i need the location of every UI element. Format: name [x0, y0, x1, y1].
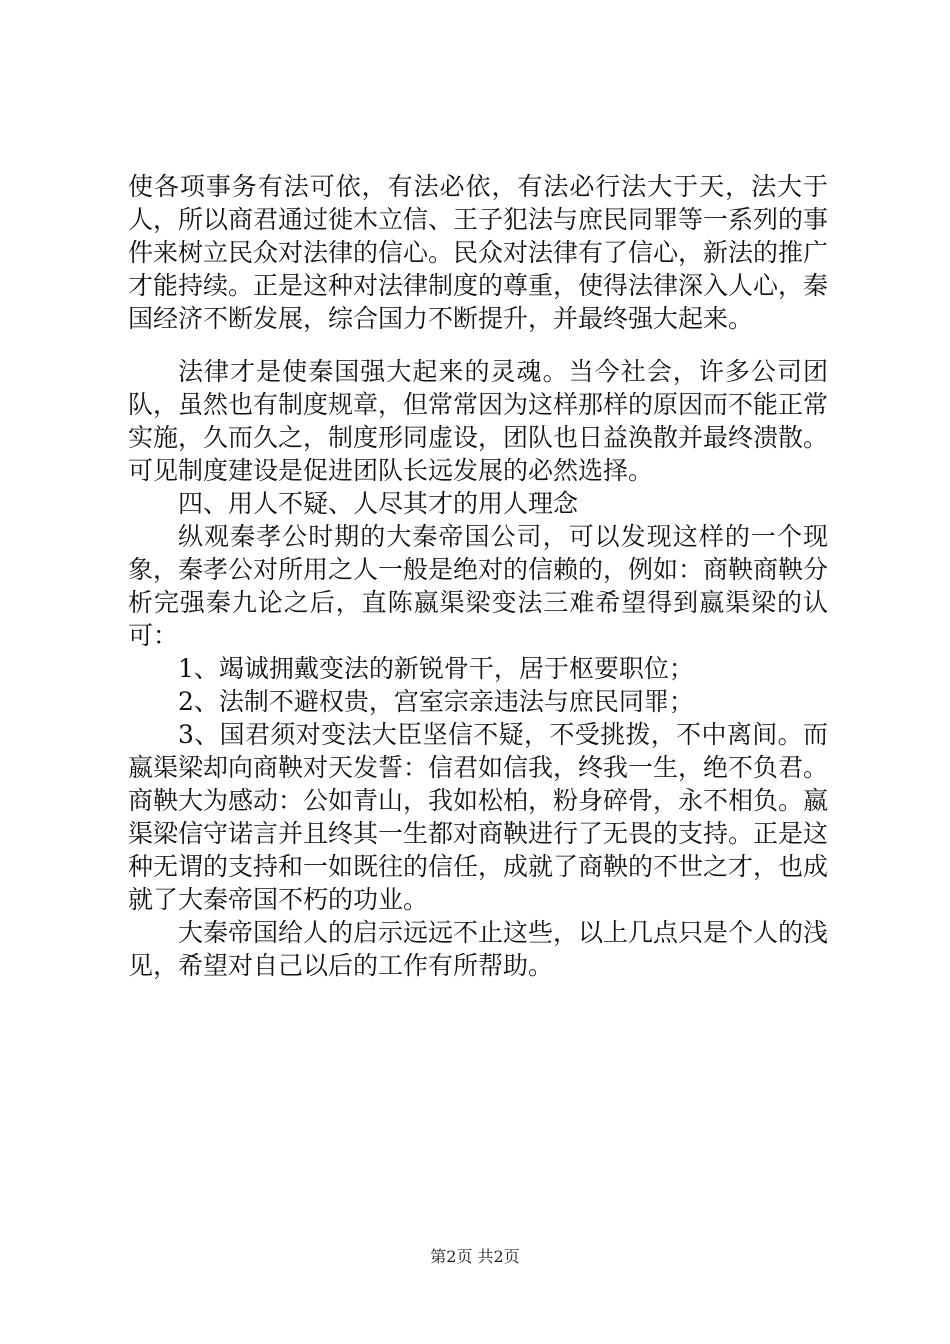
page-footer: 第2页 共2页	[430, 1247, 520, 1266]
paragraph-law-soul: 法律才是使秦国强大起来的灵魂。当今社会，许多公司团队，虽然也有制度规章，但常常因为这样那样的原因而不能正常实施，久而久之，制度形同虚设，团队也日益涣散并最终溃散。可见制度建设是促进团队长远发展的必然选择。	[128, 357, 829, 485]
paragraph-law-continuation: 使各项事务有法可依，有法必依，有法必行法大于天，法大于人，所以商君通过徙木立信、王子犯法与庶民同罪等一系列的事件来树立民众对法律的信心。民众对法律有了信心，新法的推广才能持续。正是这种对法律制度的尊重，使得法律深入人心，秦国经济不断发展，综合国力不断提升，并最终强大起来。	[128, 172, 829, 333]
list-item-three: 3、国君须对变法大臣坚信不疑，不受挑拨，不中离间。而嬴渠梁却向商鞅对天发誓：信君如信我，终我一生，绝不负君。商鞅大为感动：公如青山，我如松柏，粉身碎骨，永不相负。嬴渠梁信守诺言并且终其一生都对商鞅进行了无畏的支持。正是这种无谓的支持和一如既往的信任，成就了商鞅的不世之才，也成就了大秦帝国不朽的功业。	[128, 720, 829, 914]
list-item-two: 2、法制不避权贵，宫室宗亲违法与庶民同罪；	[178, 687, 694, 716]
paragraph-conclusion: 大秦帝国给人的启示远远不止这些，以上几点只是个人的浅见，希望对自己以后的工作有所帮助。	[128, 918, 829, 980]
list-item-one: 1、竭诚拥戴变法的新锐骨干，居于枢要职位；	[178, 654, 694, 683]
section-heading-four: 四、用人不疑、人尽其才的用人理念	[178, 489, 579, 518]
paragraph-trust-intro: 纵观秦孝公时期的大秦帝国公司，可以发现这样的一个现象，秦孝公对所用之人一般是绝对的信赖的，例如：商鞅商鞅分析完强秦九论之后，直陈嬴渠梁变法三难希望得到嬴渠梁的认可：	[128, 522, 829, 650]
document-body	[128, 170, 828, 982]
paragraph-gap	[128, 335, 828, 355]
